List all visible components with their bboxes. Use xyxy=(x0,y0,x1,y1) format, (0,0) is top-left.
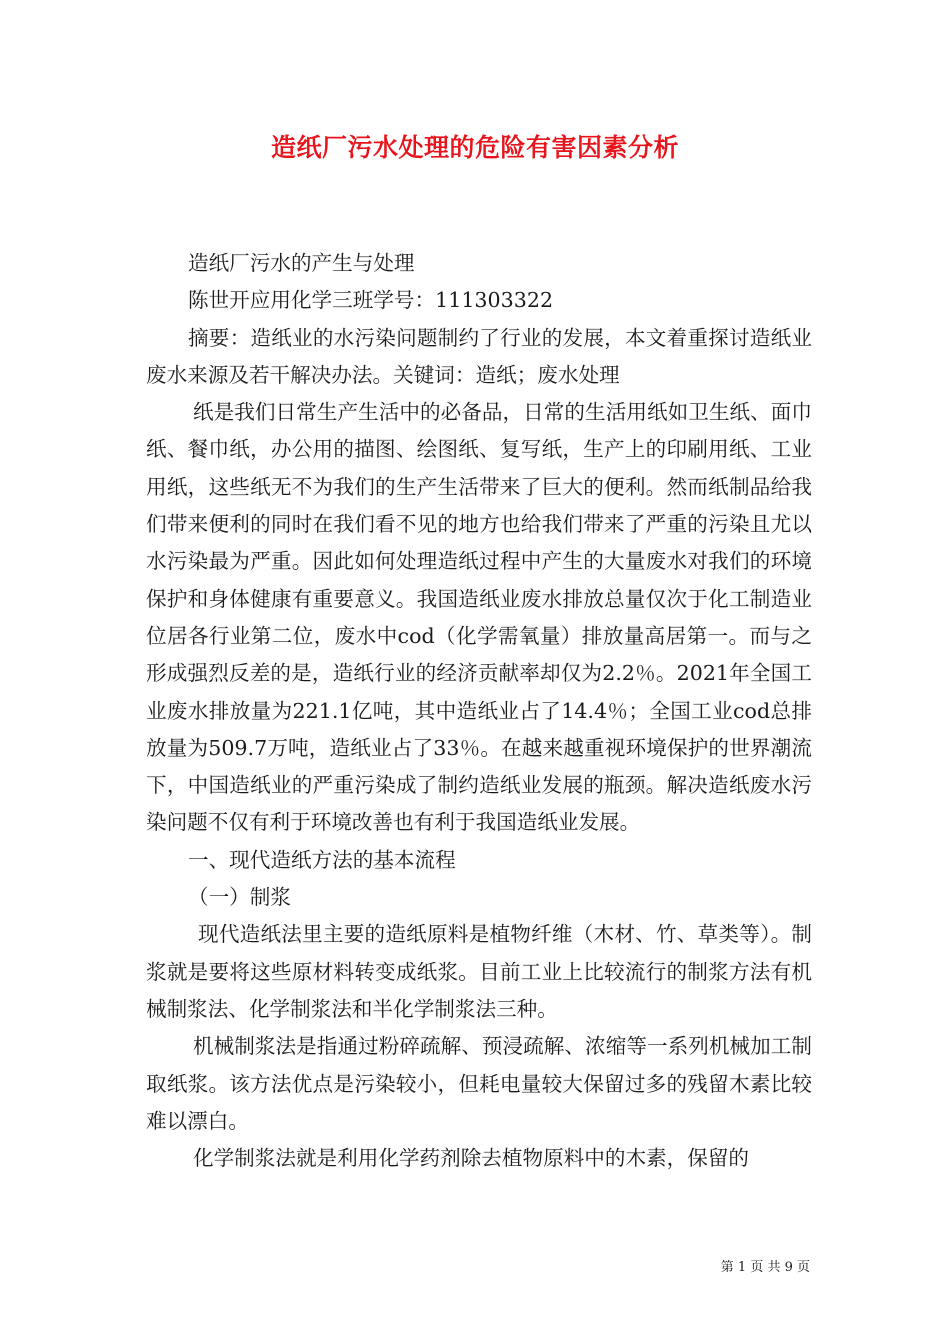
paragraph-intro: 纸是我们日常生产生活中的必备品，日常的生活用纸如卫生纸、面巾纸、餐巾纸，办公用的描图、绘图纸、复写纸，生产上的印刷用纸、工业用纸，这些纸无不为我们的生产生活带来了巨大的便利。然而纸制品给我们带来便利的同时在我们看不见的地方也给我们带来了严重的污染且尤以水污染最为严重。因此如何处理造纸过程中产生的大量废水对我们的环境保护和身体健康有重要意义。我国造纸业废水排放总量仅次于化工制造业位居各行业第二位，废水中cod（化学需氧量）排放量高居第一。而与之形成强烈反差的是，造纸行业的经济贡献率却仅为2.2％。2021年全国工业废水排放量为221.1亿吨，其中造纸业占了14.4％；全国工业cod总排放量为509.7万吨，造纸业占了33％。在越来越重视环境保护的世界潮流下，中国造纸业的严重污染成了制约造纸业发展的瓶颈。解决造纸废水污染问题不仅有利于环境改善也有利于我国造纸业发展。 xyxy=(146,400,812,835)
page-number: 第 1 页 共 9 页 xyxy=(720,1260,810,1275)
paragraph-author: 陈世开应用化学三班学号：111303322 xyxy=(188,288,554,313)
paragraph-mechanical-pulping: 机械制浆法是指通过粉碎疏解、预浸疏解、浓缩等一系列机械加工制取纸浆。该方法优点是污染较小，但耗电量较大保留过多的残留木素比较难以漂白。 xyxy=(146,1034,812,1133)
paragraph-abstract: 摘要：造纸业的水污染问题制约了行业的发展，本文着重探讨造纸业废水来源及若干解决办法。关键词：造纸；废水处理 xyxy=(146,325,812,387)
paragraph-pulping: 现代造纸法里主要的造纸原料是植物纤维（木材、竹、草类等）。制浆就是要将这些原材料转变成纸浆。目前工业上比较流行的制浆方法有机械制浆法、化学制浆法和半化学制浆法三种。 xyxy=(146,922,812,1021)
document-body xyxy=(146,245,812,1177)
subsection-heading: （一）制浆 xyxy=(188,885,291,910)
section-heading: 一、现代造纸方法的基本流程 xyxy=(188,847,456,872)
paragraph-subtitle: 造纸厂污水的产生与处理 xyxy=(188,251,415,275)
paragraph-chemical-pulping: 化学制浆法就是利用化学药剂除去植物原料中的木素，保留的 xyxy=(193,1146,750,1171)
document-title: 造纸厂污水处理的危险有害因素分析 xyxy=(270,133,679,162)
